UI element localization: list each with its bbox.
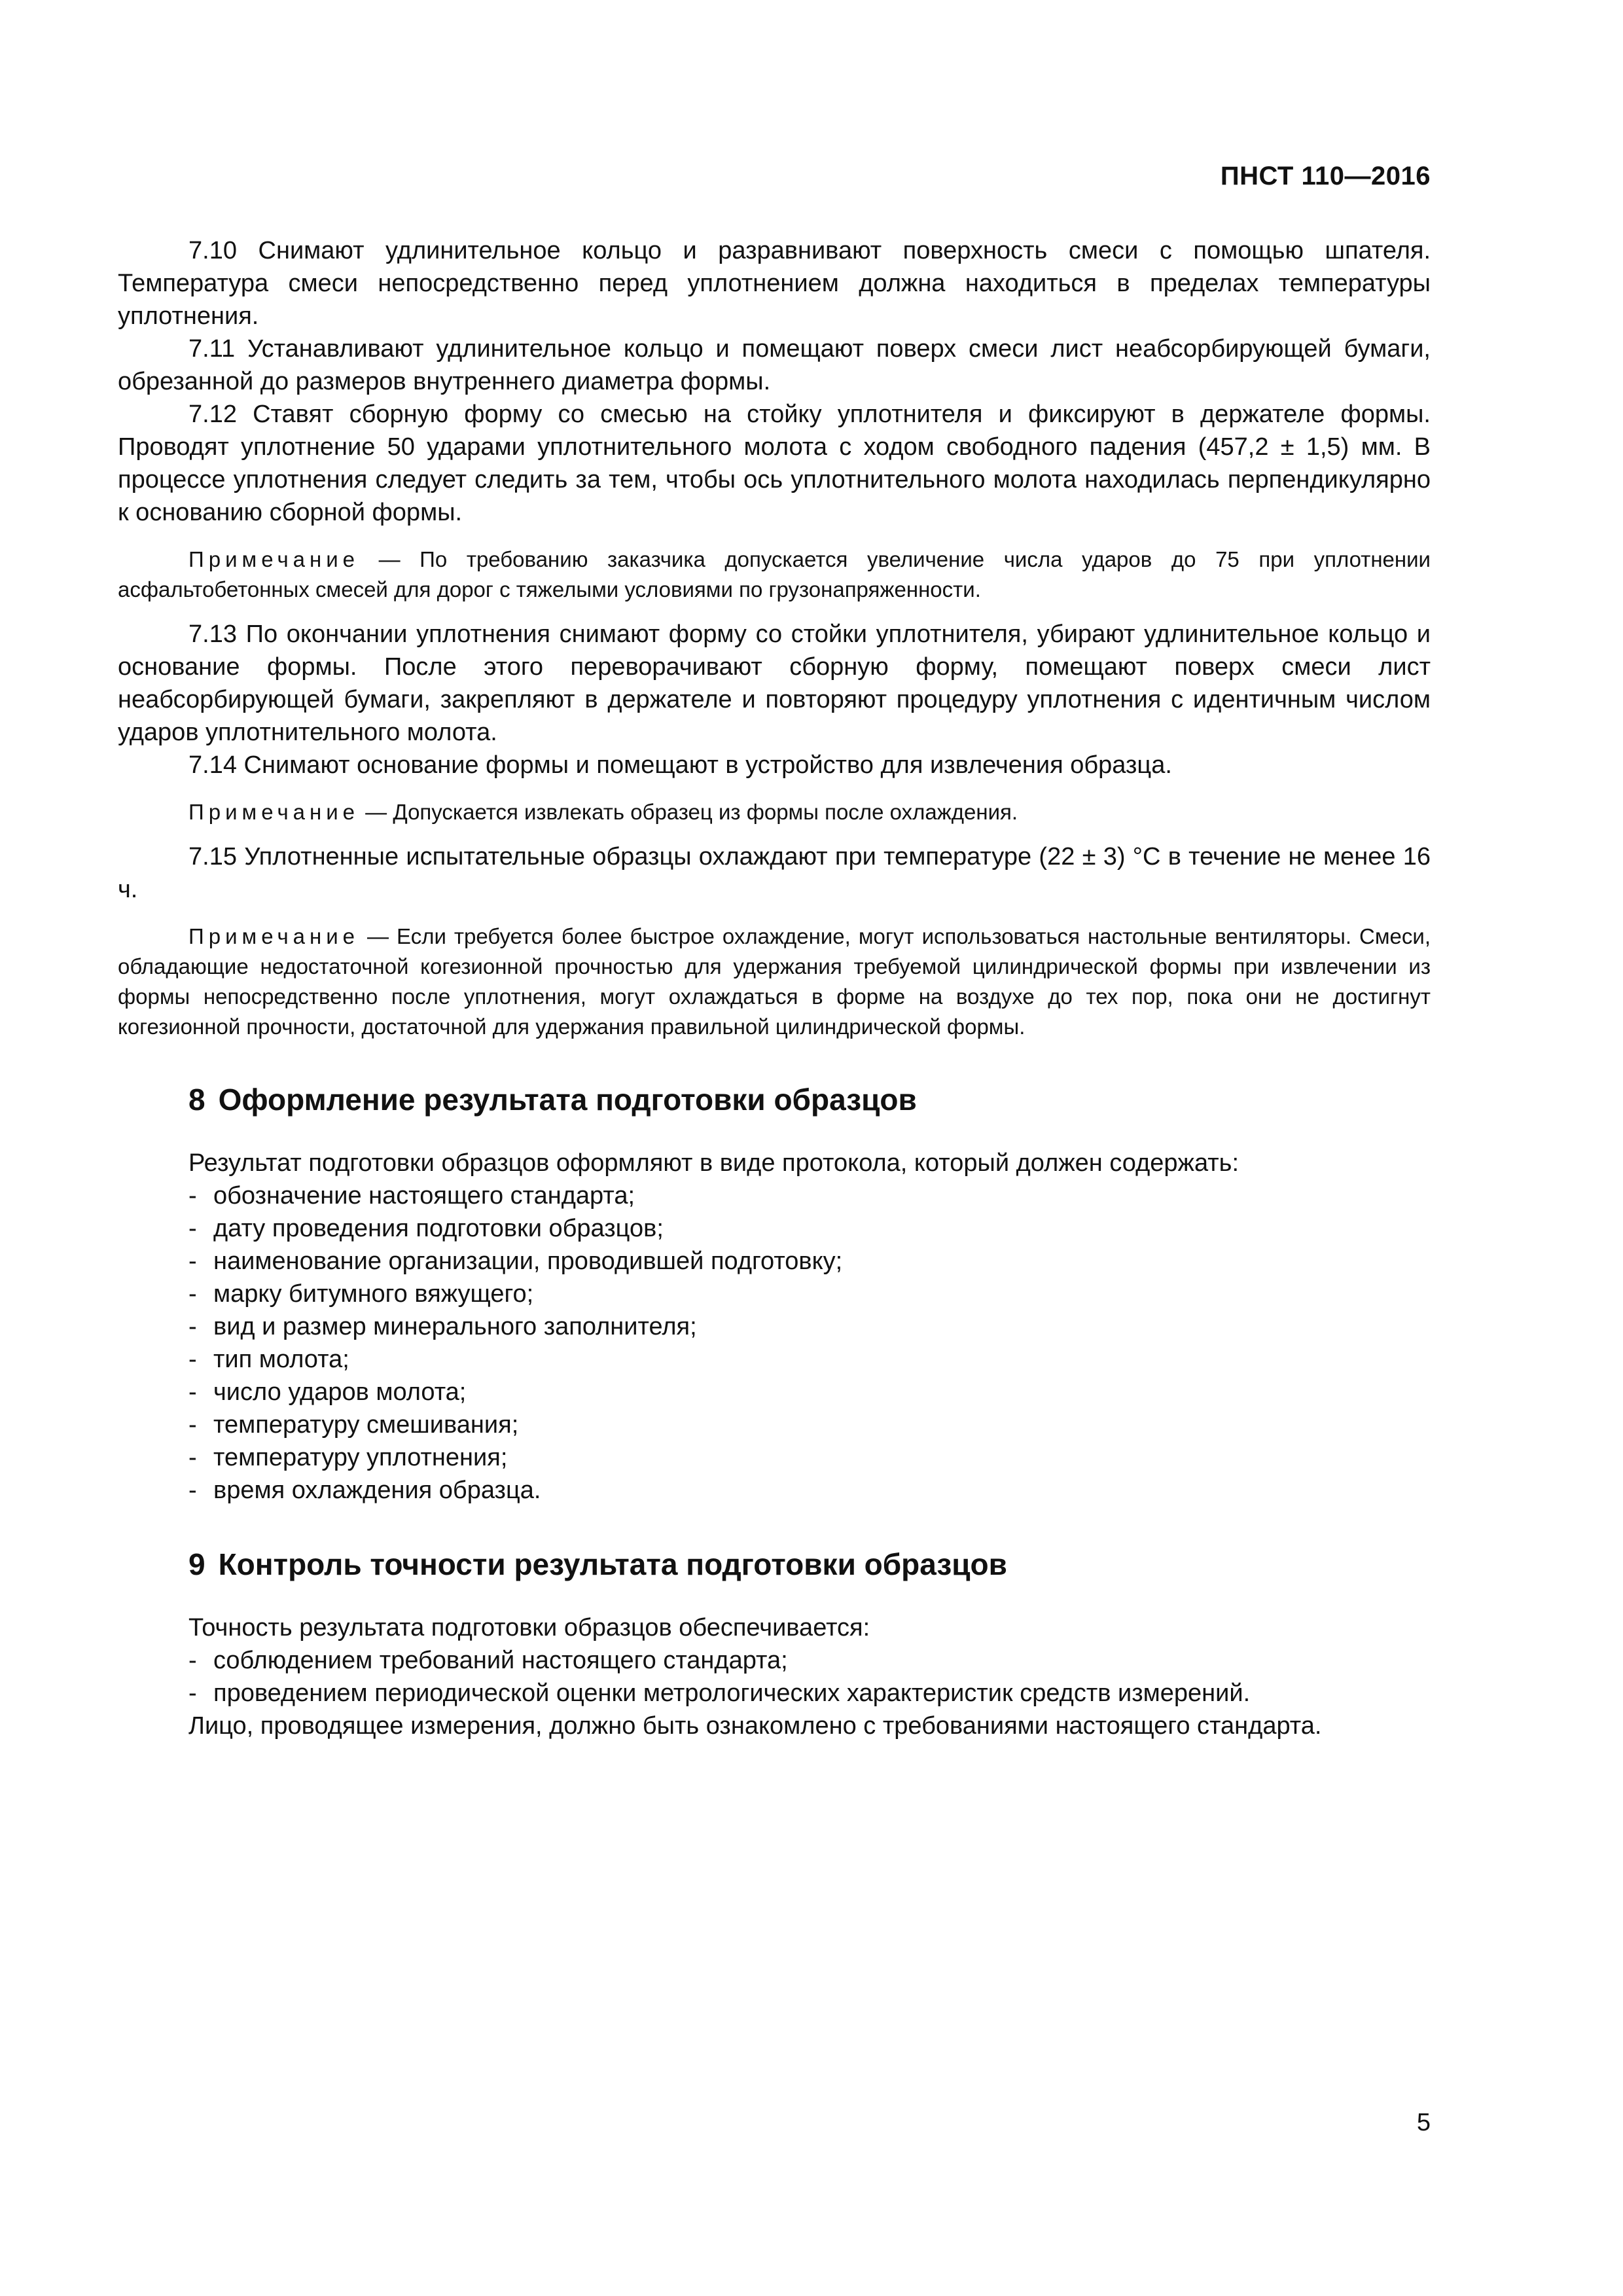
section-number: 9 [188,1547,205,1581]
list-item: - соблюдением требований настоящего стандарта; [188,1647,788,1674]
note-text: — По требованию заказчика допускается увеличение числа ударов до 75 при уплотнении асфальтобетонных смесей для дорог с тяжелыми условиями по грузонапряженности. [118,547,1431,601]
note-label: Примечание [188,547,360,571]
section-8-heading [188,1081,1431,1118]
note-2 [118,797,1431,827]
note-label: Примечание [188,800,360,824]
page-content [118,234,1431,1742]
clause-number: 7.11 [188,335,236,363]
clause-text: Снимают удлинительное кольцо и разравнивают поверхность смеси с помощью шпателя. Температура смеси непосредственно перед уплотнением должна находиться в пределах температуры уплотнения. [118,237,1431,330]
section-9-intro: Точность результата подготовки образцов обеспечивается: [188,1614,870,1641]
section-9-closing: Лицо, проводящее измерения, должно быть ознакомлено с требованиями настоящего стандарта. [188,1712,1322,1740]
section-9-heading [188,1546,1431,1583]
note-3 [118,922,1431,1042]
note-text: — Если требуется более быстрое охлаждение, могут использоваться настольные вентиляторы. Смеси, обладающие недостаточной когезионной прочностью для удержания требуемой цилиндрической формы при извлечении из формы непосредственно после уплотнения, могут охлаждаться в форме на воздухе до тех пор, пока они не достигнут когезионной прочности, достаточной для удержания правильной цилиндрической формы. [118,924,1431,1039]
list-item: - дату проведения подготовки образцов; [188,1215,664,1242]
list-item: - температуру уплотнения; [188,1444,508,1471]
clause-number: 7.13 [188,620,237,648]
note-1 [118,545,1431,605]
clause-number: 7.12 [188,401,237,428]
note-label: Примечание [188,924,360,948]
section-title: Оформление результата подготовки образцов [218,1083,917,1117]
paragraph-7-11 [118,332,1431,398]
clause-text: По окончании уплотнения снимают форму со стойки уплотнителя, убирают удлинительное кольцо и основание формы. После этого переворачивают сборную форму, помещают поверх смеси лист неабсорбирующей бумаги, закрепляют в держателе и повторяют процедуру уплотнения с идентичным числом ударов уплотнительного молота. [118,620,1431,746]
section-number: 8 [188,1083,205,1117]
section-8-intro: Результат подготовки образцов оформляют в виде протокола, который должен содержать: [188,1149,1239,1177]
paragraph-7-13 [118,618,1431,749]
list-item: - проведением периодической оценки метрологических характеристик средств измерений. [188,1679,1251,1707]
clause-text: Уплотненные испытательные образцы охлаждают при температуре (22 ± 3) °С в течение не менее 16 ч. [118,843,1431,903]
clause-text: Ставят сборную форму со смесью на стойку уплотнителя и фиксируют в держателе формы. Проводят уплотнение 50 ударами уплотнительного молота с ходом свободного падения (457,2 ± 1,5) мм. В процессе уплотнения следует следить за тем, чтобы ось уплотнительного молота находилась перпендикулярно к основанию сборной формы. [118,401,1431,526]
list-item: - число ударов молота; [188,1378,467,1406]
list-item: - вид и размер минерального заполнителя; [188,1313,697,1340]
list-item: - тип молота; [188,1346,349,1373]
note-text: — Допускается извлекать образец из формы после охлаждения. [359,800,1018,824]
paragraph-7-10 [118,234,1431,332]
section-8-list [118,1179,1431,1507]
list-item: - обозначение настоящего стандарта; [188,1182,635,1210]
paragraph-7-12 [118,398,1431,529]
list-item: - наименование организации, проводившей подготовку; [188,1247,843,1275]
clause-number: 7.10 [188,237,237,264]
page-number: 5 [1416,2109,1431,2136]
list-item: - температуру смешивания; [188,1411,519,1439]
clause-number: 7.15 [188,843,237,870]
paragraph-7-14 [118,749,1431,781]
document-code: ПНСТ 110—2016 [1220,162,1431,190]
clause-text: Устанавливают удлинительное кольцо и помещают поверх смеси лист неабсорбирующей бумаги, обрезанной до размеров внутреннего диаметра формы. [118,335,1431,395]
section-title: Контроль точности результата подготовки образцов [218,1547,1007,1581]
paragraph-7-15 [118,840,1431,906]
list-item: - марку битумного вяжущего; [188,1280,534,1308]
clause-number: 7.14 [188,751,237,779]
section-9-list [118,1644,1431,1710]
clause-text: Снимают основание формы и помещают в устройство для извлечения образца. [243,751,1172,779]
list-item: - время охлаждения образца. [188,1477,541,1504]
